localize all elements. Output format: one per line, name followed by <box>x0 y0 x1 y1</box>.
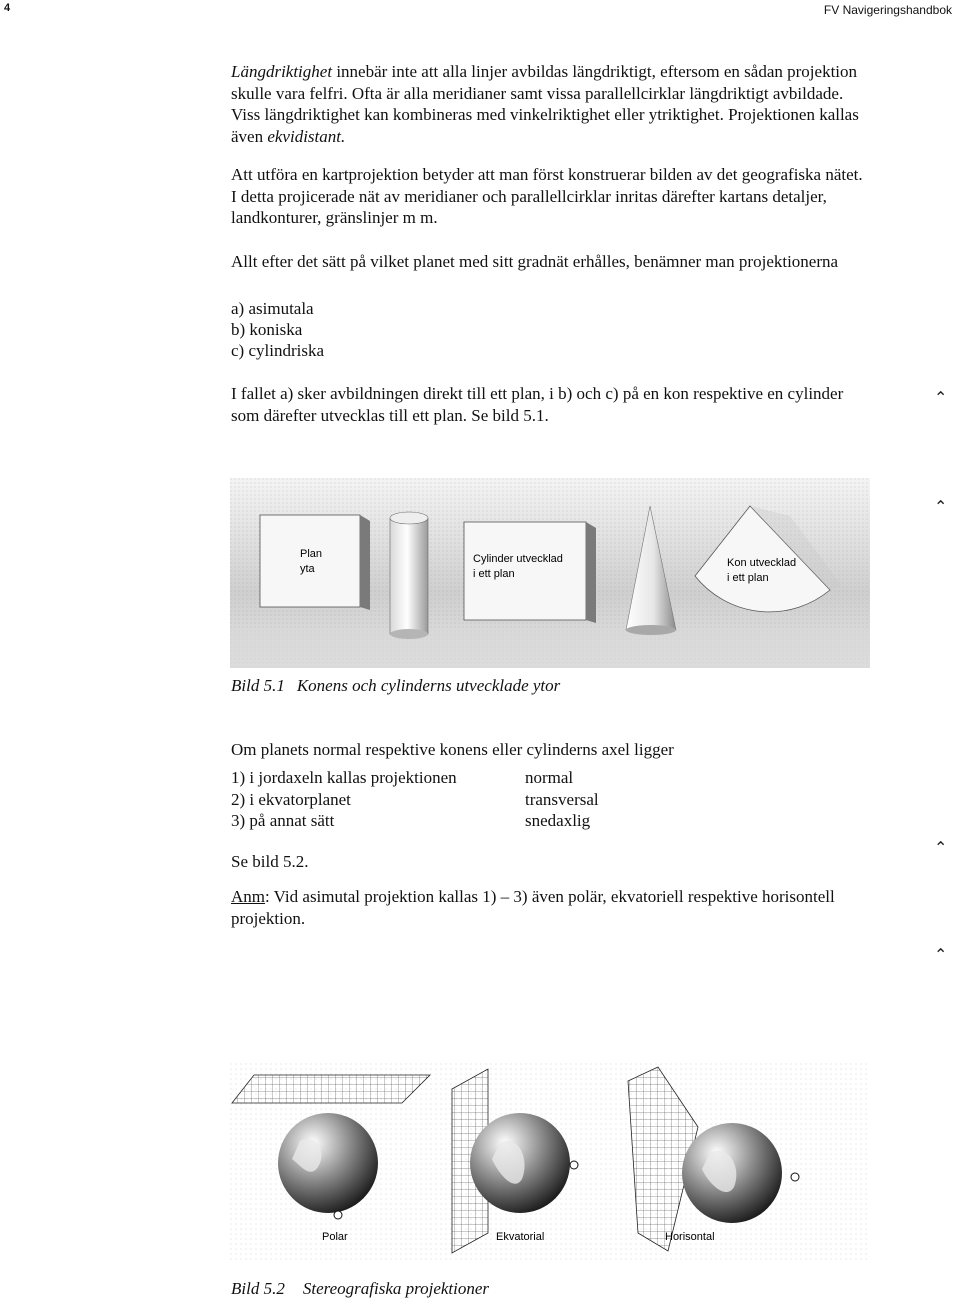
row-condition: 1) i jordaxeln kallas projektionen <box>231 768 457 787</box>
figure-5-1-developed-surfaces <box>230 478 870 668</box>
figure-5-1-caption <box>231 676 560 696</box>
paragraph-ekvidistant <box>231 61 871 147</box>
list-item: a) asimutala <box>231 299 314 318</box>
margin-mark: ⌃ <box>934 388 948 407</box>
margin-mark: ⌃ <box>934 497 948 516</box>
plane-surface <box>260 515 360 607</box>
list-item: b) koniska <box>231 320 303 339</box>
see-reference: Se bild 5.2. <box>231 852 309 871</box>
note-text: : Vid asimutal projektion kallas 1) – 3) även polär, ekvatoriell respektive horisontell projektion. <box>231 887 835 928</box>
figure-5-2-caption <box>231 1279 489 1299</box>
label-yta: yta <box>300 563 315 575</box>
paragraph-avbildning: I fallet a) sker avbildningen direkt till ett plan, i b) och c) på en kon respektive en cylinder som därefter utvecklas till ett plan. Se bild 5.1. <box>231 384 844 425</box>
list-item: c) cylindriska <box>231 341 324 360</box>
term-ekvidistant: ekvidistant. <box>267 126 346 146</box>
margin-mark: ⌃ <box>934 838 948 857</box>
paragraph-projektionerna: Allt efter det sätt på vilket planet med sitt gradnät erhålles, benämner man projektionerna <box>231 252 839 271</box>
page-number: 4 <box>4 2 11 14</box>
label-cylinder: Cylinder utvecklad <box>473 553 563 565</box>
polar-globe <box>278 1113 378 1213</box>
row-name: transversal <box>525 789 599 809</box>
table-row <box>231 810 871 832</box>
caption-number: Bild 5.1 <box>231 676 285 695</box>
label-ekvatorial: Ekvatorial <box>496 1231 545 1243</box>
projection-type-list <box>231 298 324 361</box>
label-polar: Polar <box>322 1231 348 1243</box>
row-name: snedaxlig <box>525 811 591 830</box>
table-row <box>231 767 871 789</box>
caption-text: Konens och cylinderns utvecklade ytor <box>296 676 561 695</box>
figure-5-2-stereographic <box>230 1063 870 1263</box>
caption-number: Bild 5.2 <box>231 1279 285 1298</box>
caption-text: Stereografiska projektioner <box>302 1279 490 1298</box>
label-cylinder-plan: i ett plan <box>473 568 515 580</box>
row-condition: 2) i ekvatorplanet <box>231 789 351 809</box>
running-title: FV Navigeringshandbok <box>823 3 952 17</box>
label-horisontal: Horisontal <box>665 1231 715 1243</box>
label-plan: Plan <box>300 548 323 560</box>
paragraph-kartprojektion: Att utföra en kartprojektion betyder att man först konstruerar bilden av det geografiska nätet. I detta projicerade nät av meridianer och parallellcirklar inritas därefter kartans detaljer, landkonturer, gränslinjer m m. <box>231 165 863 227</box>
row-condition: 3) på annat sätt <box>231 811 335 830</box>
note-label: Anm <box>231 887 265 906</box>
cylinder-shape <box>390 518 428 634</box>
table-row <box>231 789 871 811</box>
note-paragraph <box>231 886 871 929</box>
projection-orientation-table <box>231 767 871 832</box>
polar-tangent-plane <box>232 1075 430 1103</box>
row-name: normal <box>525 768 574 787</box>
margin-mark: ⌃ <box>934 945 948 964</box>
term-langdriktighet: Längdriktighet <box>231 62 333 81</box>
paragraph-axel: Om planets normal respektive konens eller cylinderns axel ligger <box>231 740 674 759</box>
label-kon: Kon utvecklad <box>727 557 797 569</box>
paragraph-1-text: innebär inte att alla linjer avbildas längdriktigt, eftersom en sådan projektion skulle vara felfri. Ofta är alla meridianer samt vissa parallellcirklar längdriktigt avbildade. Viss längdriktighet kan kombineras med vinkelriktighet eller ytriktighet. Projektionen kallas även <box>231 62 859 146</box>
label-kon-plan: i ett plan <box>727 572 769 584</box>
